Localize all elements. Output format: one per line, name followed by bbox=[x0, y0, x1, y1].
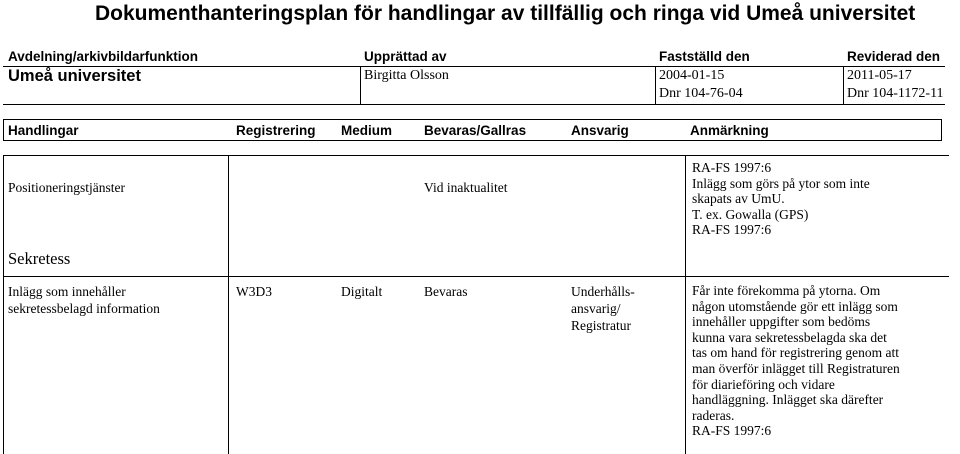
row1-note-line: T. ex. Gowalla (GPS) bbox=[692, 206, 809, 222]
header-col3-value: 2004-01-15 bbox=[659, 68, 725, 83]
header-col2-value: Birgitta Olsson bbox=[364, 68, 449, 83]
table-border-left bbox=[3, 155, 4, 454]
header-col1-value: Umeå universitet bbox=[8, 67, 141, 85]
header-divider-2 bbox=[655, 66, 656, 104]
row2-note-line: innehåller uppgifter som bedöms bbox=[692, 314, 871, 330]
header-col4-value: 2011-05-17 bbox=[847, 68, 912, 83]
table-border-top bbox=[3, 155, 949, 156]
header-col2-label: Upprättad av bbox=[364, 49, 447, 64]
row2-note-line: för diarieföring och vidare bbox=[692, 376, 835, 392]
section-sekretess: Sekretess bbox=[8, 249, 71, 268]
row1-handling: Positioneringstjänster bbox=[8, 180, 125, 195]
row2-note-line: man överför inlägget till Registraturen bbox=[692, 360, 900, 376]
column-anmarkning: Anmärkning bbox=[690, 123, 769, 138]
table-row-divider bbox=[3, 276, 949, 277]
row2-ansvarig-line1: Underhålls- bbox=[571, 284, 635, 299]
row2-note bbox=[692, 283, 952, 439]
row2-medium: Digitalt bbox=[341, 284, 383, 299]
row2-note-line: handläggning. Inlägget ska därefter bbox=[692, 392, 884, 408]
row1-note-line: skapats av UmU. bbox=[692, 191, 785, 207]
row2-note-line: Får inte förekomma på ytorna. Om bbox=[692, 283, 881, 298]
row2-note-line: tas om hand för registrering genom att bbox=[692, 345, 899, 361]
row2-registrering: W3D3 bbox=[236, 284, 272, 299]
row1-gallras: Vid inaktualitet bbox=[424, 180, 508, 195]
column-registrering: Registrering bbox=[236, 123, 316, 138]
header-col4-dnr: Dnr 104-1172-11 bbox=[847, 86, 944, 101]
column-handlingar: Handlingar bbox=[8, 123, 79, 138]
row2-note-line: någon utomstående gör ett inlägg som bbox=[692, 298, 898, 314]
header-rule-2 bbox=[3, 104, 945, 105]
column-medium: Medium bbox=[341, 123, 393, 138]
header-col3-dnr: Dnr 104-76-04 bbox=[659, 86, 743, 101]
table-col-divider-1 bbox=[228, 155, 229, 454]
row1-note bbox=[692, 160, 942, 238]
header-col4-label: Reviderad den bbox=[847, 49, 941, 64]
row2-ansvarig-line3: Registratur bbox=[571, 318, 631, 333]
header-col3-label: Fastställd den bbox=[659, 49, 750, 64]
column-ansvarig: Ansvarig bbox=[571, 123, 629, 138]
row1-note-line: RA-FS 1997:6 bbox=[692, 222, 772, 238]
page-title: Dokumenthanteringsplan för handlingar av tillfällig och ringa vid Umeå universitet bbox=[95, 2, 916, 25]
column-bar-bottom bbox=[3, 140, 942, 141]
row1-note-line: RA-FS 1997:6 bbox=[692, 160, 772, 175]
row1-note-line: Inlägg som görs på ytor som inte bbox=[692, 175, 870, 191]
table-col-divider-2 bbox=[685, 155, 686, 454]
row2-handling-line2: sekretessbelagd information bbox=[8, 301, 160, 316]
row2-note-line: kunna vara sekretessbelagda ska det bbox=[692, 329, 887, 345]
header-col1-label: Avdelning/arkivbildarfunktion bbox=[8, 49, 199, 64]
column-bar-right bbox=[941, 119, 942, 141]
column-bevaras-gallras: Bevaras/Gallras bbox=[424, 123, 527, 138]
column-bar-left bbox=[3, 119, 4, 141]
row2-handling-line1: Inlägg som innehåller bbox=[8, 284, 126, 299]
row2-bevaras: Bevaras bbox=[424, 284, 468, 299]
column-bar-top bbox=[3, 119, 942, 120]
row2-note-line: RA-FS 1997:6 bbox=[692, 423, 772, 439]
row2-note-line: raderas. bbox=[692, 407, 735, 423]
header-divider-1 bbox=[360, 66, 361, 104]
row2-ansvarig-line2: ansvarig/ bbox=[571, 301, 621, 316]
header-divider-3 bbox=[843, 66, 844, 104]
header-rule-1 bbox=[3, 66, 945, 67]
